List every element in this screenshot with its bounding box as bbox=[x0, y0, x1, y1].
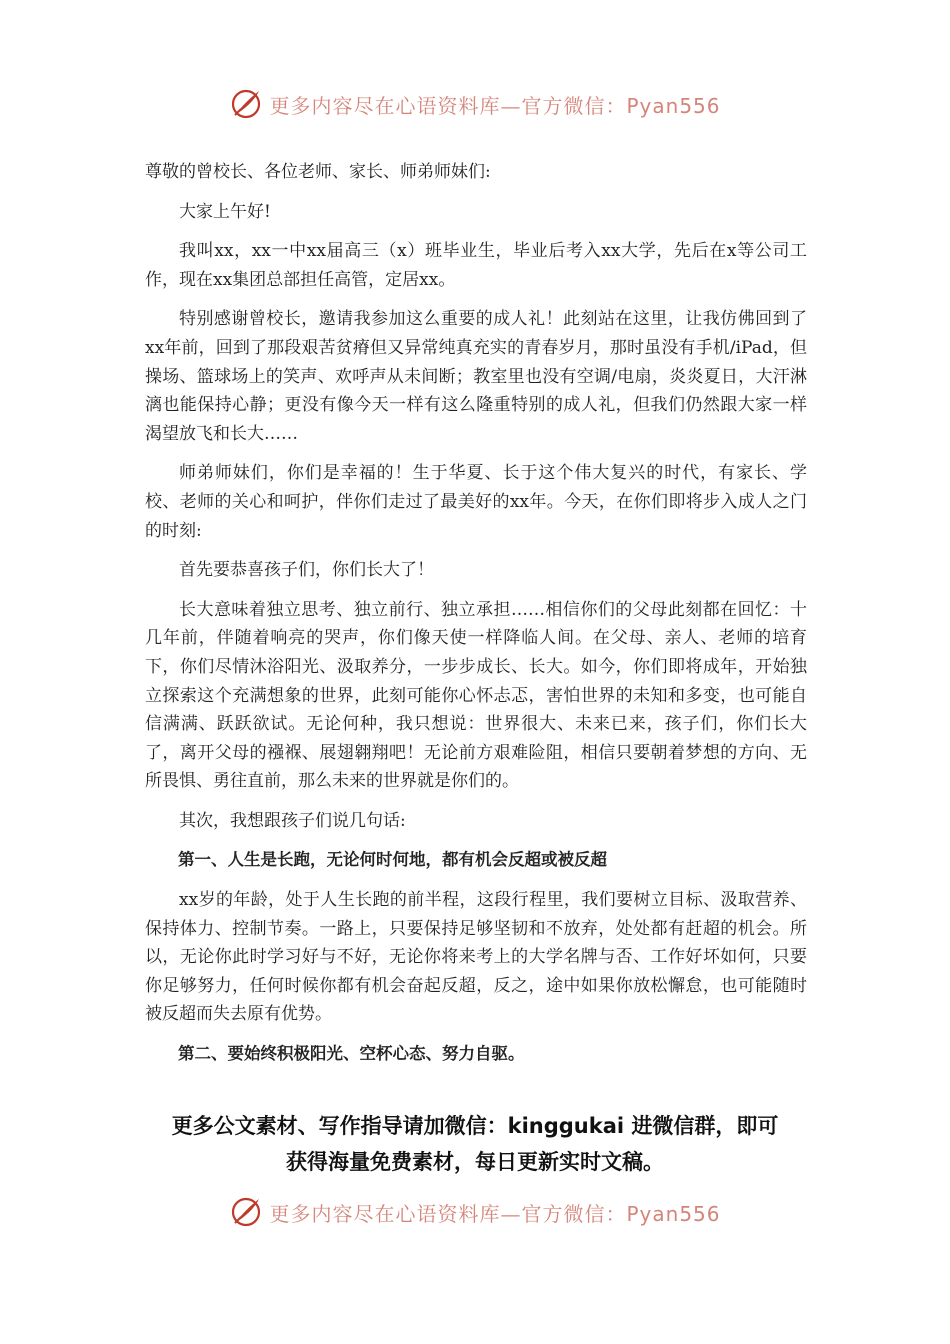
paragraph: 长大意味着独立思考、独立前行、独立承担……相信你们的父母此刻都在回忆：十几年前，伴随着响亮的哭声，你们像天使一样降临人间。在父母、亲人、老师的培育下，你们尽情沐浴阳光、汲取养分，一步步成长、长大。如今，你们即将成年，开始独立探索这个充满想象的世界，此刻可能你心怀忐忑，害怕世界的未知和多变，也可能自信满满、跃跃欲试。无论何种，我只想说：世界很大、未来已来，孩子们，你们长大了，离开父母的襁褓、展翅翱翔吧！无论前方艰难险阻，相信只要朝着梦想的方向、无所畏惧、勇往直前，那么未来的世界就是你们的。 bbox=[145, 599, 807, 792]
quill-logo-icon bbox=[229, 87, 263, 121]
header-banner bbox=[0, 84, 950, 124]
paragraph: 大家上午好! bbox=[179, 201, 271, 222]
footer-wechat-id: Pyan556 bbox=[626, 1201, 721, 1226]
paragraph: 其次，我想跟孩子们说几句话: bbox=[179, 810, 406, 831]
section-body-1: xx岁的年龄，处于人生长跑的前半程，这段行程里，我们要树立目标、汲取营养、保持体力、控制节奏。一路上，只要保持足够坚韧和不放弃，处处都有赶超的机会。所以，无论你此时学习好与不好，无论你将来考上的大学名牌与否、工作好坏如何，只要你足够努力，任何时候你都有机会奋起反超，反之，途中如果你放松懈怠，也可能随时被反超而失去原有优势。 bbox=[145, 890, 807, 1025]
footer-banner bbox=[0, 1192, 950, 1232]
section-heading-1: 第一、人生是长跑，无论何时何地，都有机会反超或被反超 bbox=[178, 850, 607, 870]
promo-block bbox=[0, 1108, 950, 1180]
section-heading-2: 第二、要始终积极阳光、空杯心态、努力自驱。 bbox=[178, 1044, 525, 1064]
greeting: 尊敬的曾校长、各位老师、家长、师弟师妹们: bbox=[145, 162, 491, 182]
paragraph: 首先要恭喜孩子们，你们长大了！ bbox=[179, 560, 434, 581]
speech-content bbox=[145, 158, 807, 1080]
header-banner-text: 更多内容尽在心语资料库—官方微信：Pyan556 bbox=[269, 93, 721, 118]
promo-line-2: 获得海量免费素材，每日更新实时文稿。 bbox=[286, 1150, 664, 1174]
footer-banner-text: 更多内容尽在心语资料库—官方微信：Pyan556 bbox=[269, 1201, 721, 1226]
paragraph: 师弟师妹们，你们是幸福的！生于华夏、长于这个伟大复兴的时代，有家长、学校、老师的关心和呵护，伴你们走过了最美好的xx年。今天，在你们即将步入成人之门的时刻: bbox=[145, 463, 807, 541]
header-wechat-id: Pyan556 bbox=[626, 93, 721, 118]
paragraph: 特别感谢曾校长，邀请我参加这么重要的成人礼！此刻站在这里，让我仿佛回到了xx年前，回到了那段艰苦贫瘠但又异常纯真充实的青春岁月，那时虽没有手机/iPad，但操场、篮球场上的笑声、欢呼声从未间断；教室里也没有空调/电扇，炎炎夏日，大汗淋漓也能保持心静；更没有像今天一样有这么隆重特别的成人礼，但我们仍然跟大家一样渴望放飞和长大…… bbox=[145, 309, 807, 444]
quill-logo-icon bbox=[229, 1195, 263, 1229]
paragraph: 我叫xx，xx一中xx届高三（x）班毕业生，毕业后考入xx大学，先后在x等公司工作，现在xx集团总部担任高管，定居xx。 bbox=[145, 241, 807, 290]
promo-line-1: 更多公文素材、写作指导请加微信：kinggukai 进微信群，即可 bbox=[171, 1114, 779, 1138]
